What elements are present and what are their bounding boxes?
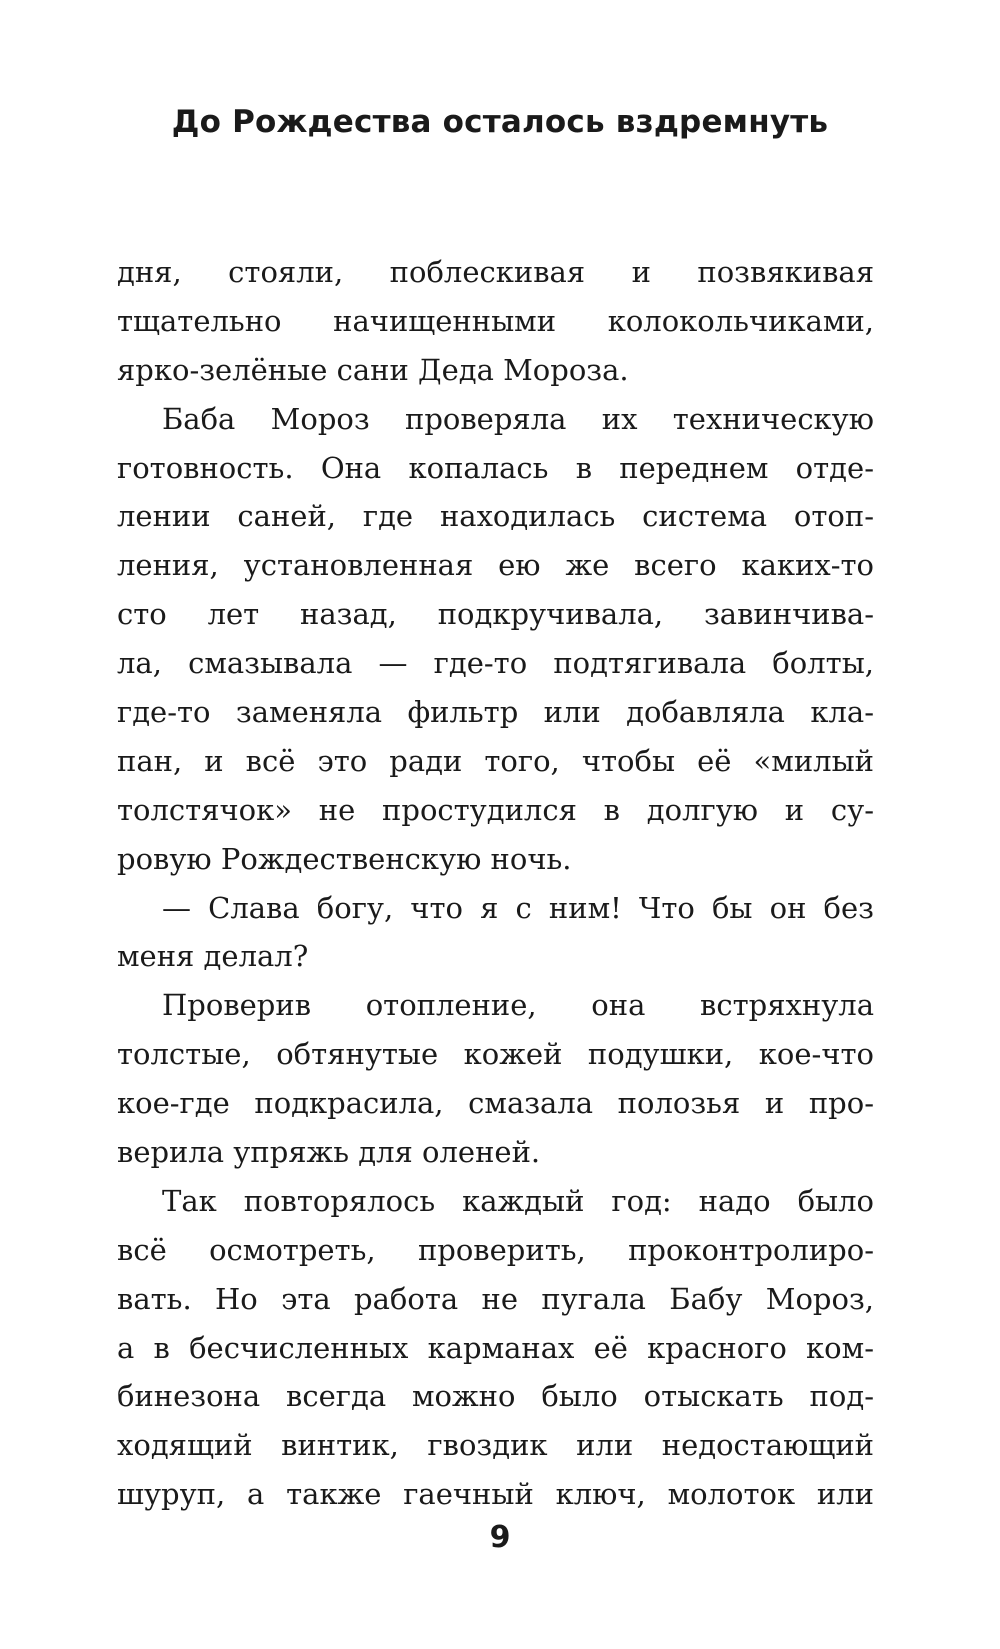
- text-line: Баба Мороз проверяла их техническую: [162, 401, 874, 436]
- body-text: [117, 248, 874, 1519]
- text-line: Проверив отопление, она встряхнула: [162, 988, 874, 1023]
- text-line: меня делал?: [117, 939, 309, 974]
- text-line: ровую Рождественскую ночь.: [117, 841, 572, 876]
- text-line: ления, установленная ею же всего каких-то: [117, 548, 874, 583]
- text-line: — Слава богу, что я с ним! Что бы он без: [162, 890, 874, 925]
- text-line: лении саней, где находилась система отоп-: [117, 499, 874, 534]
- text-line: ярко-зелёные сани Деда Мороза.: [117, 352, 629, 387]
- text-line: а в бесчисленных карманах её красного ком-: [117, 1330, 874, 1365]
- text-line: бинезона всегда можно было отыскать под-: [117, 1379, 874, 1414]
- text-line: где-то заменяла фильтр или добавляла кла-: [117, 695, 874, 730]
- text-line: толстые, обтянутые кожей подушки, кое-что: [117, 1037, 874, 1072]
- text-line: Так повторялось каждый год: надо было: [162, 1183, 874, 1218]
- page-number: 9: [489, 1520, 511, 1555]
- text-line: ла, смазывала — где-то подтягивала болты,: [117, 646, 874, 681]
- text-line: верила упряжь для оленей.: [117, 1135, 541, 1170]
- text-line: тщательно начищенными колокольчиками,: [117, 303, 874, 338]
- text-line: ходящий винтик, гвоздик или недостающий: [117, 1428, 874, 1463]
- text-line: пан, и всё это ради того, чтобы её «милый: [117, 743, 874, 778]
- text-line: толстячок» не простудился в долгую и су-: [117, 792, 874, 827]
- text-line: вать. Но эта работа не пугала Бабу Мороз,: [117, 1281, 874, 1316]
- text-line: дня, стояли, поблескивая и позвякивая: [117, 255, 874, 289]
- text-line: готовность. Она копалась в переднем отде-: [117, 450, 874, 485]
- text-line: сто лет назад, подкручивала, завинчива-: [117, 597, 874, 632]
- text-line: кое-где подкрасила, смазала полозья и про-: [117, 1086, 874, 1121]
- text-line: всё осмотреть, проверить, проконтролиро-: [117, 1232, 874, 1267]
- running-head: До Рождества осталось вздремнуть: [171, 104, 829, 140]
- text-line: шуруп, а также гаечный ключ, молоток или: [117, 1477, 874, 1512]
